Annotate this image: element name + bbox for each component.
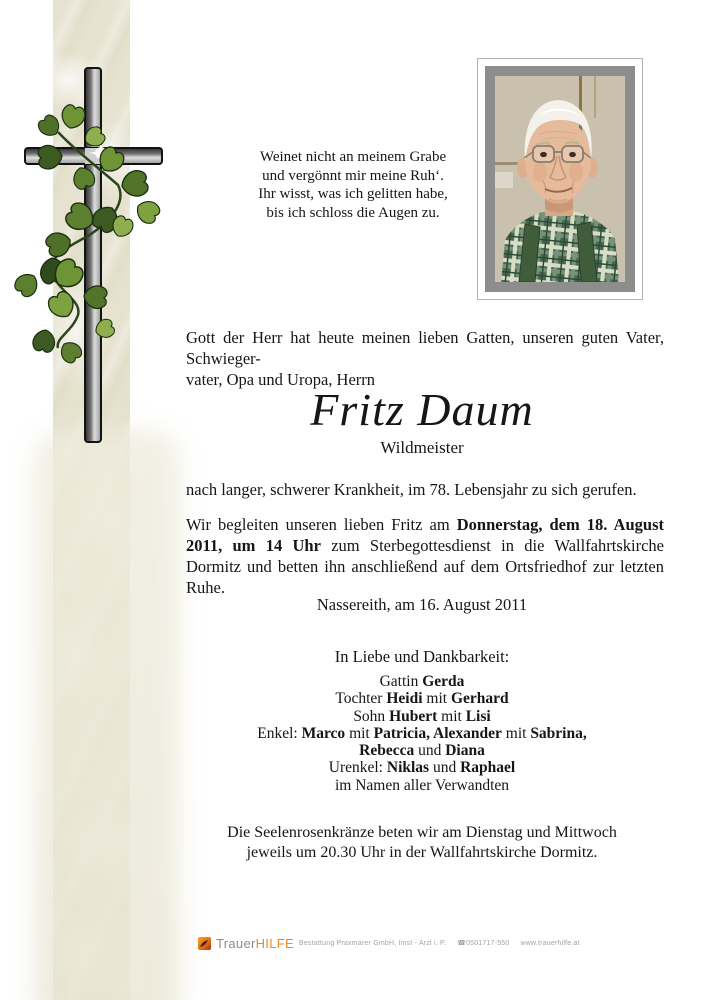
cross-with-ivy-decoration <box>0 0 185 470</box>
website-url: www.trauerhilfe.at <box>520 939 580 947</box>
called-home-text: nach langer, schwerer Krankheit, im 78. Lebensjahr zu sich gerufen. <box>186 480 637 499</box>
poem-line: bis ich schloss die Augen zu. <box>266 204 440 221</box>
announcement-intro <box>186 327 664 390</box>
phone-number: 0501717-550 <box>466 940 510 947</box>
intro-line: vater, Opa und Uropa, Herrn <box>186 370 376 389</box>
brand-part-hilfe: HILFE <box>255 935 294 951</box>
poem-line: Ihr wisst, was ich gelitten habe, <box>258 186 448 202</box>
rosary-notice <box>186 823 658 862</box>
family-line: Gattin Gerda <box>379 673 465 690</box>
family-line: Tochter Heidi mit Gerhard <box>335 690 509 708</box>
funeral-announcement: Wir begleiten unseren lieben Fritz am Donnerstag, dem 18. August 2011, um 14 Uhr zum Sterbegottesdienst in die Wallfahrtskirche Dormitz und betten ihn anschließend auf dem Ortsfriedhof zur letzten Ruhe. <box>186 515 664 597</box>
family-line: Enkel: Marco mit Patricia, Alexander mit Sabrina, <box>257 724 587 742</box>
funeral-home-company: Bestattung Praxmarer GmbH, Imst - Arzl i. P. <box>298 939 447 947</box>
phone-entry <box>457 939 509 947</box>
intro-line: Gott der Herr hat heute meinen lieben Gatten, unseren guten Vater, Schwieger- <box>186 328 664 368</box>
mourning-family-list <box>146 673 698 794</box>
phone-icon: ☎ <box>457 940 467 947</box>
gratitude-heading: In Liebe und Dankbarkeit: <box>334 647 510 666</box>
door-frame-line <box>594 76 596 118</box>
funeral-home-footer <box>198 933 580 953</box>
brand-part-trauer: Trauer <box>216 935 256 951</box>
rosary-line: Die Seelenrosenkränze beten wir am Dienstag und Mittwoch <box>227 824 617 841</box>
family-line: im Namen aller Verwandten <box>334 776 510 794</box>
deceased-title: Wildmeister <box>380 438 464 457</box>
trauerhilfe-logo-icon <box>198 937 211 950</box>
place-date-line: Nassereith, am 16. August 2011 <box>316 595 528 614</box>
family-line: Rebecca und Diana <box>359 742 485 760</box>
deceased-name: Fritz Daum <box>310 384 534 435</box>
funeral-home-brand <box>216 936 294 951</box>
family-line: Sohn Hubert mit Lisi <box>353 707 491 725</box>
rosary-line: jeweils um 20.30 Uhr in der Wallfahrtskirche Dormitz. <box>246 843 598 861</box>
memorial-poem <box>186 148 520 222</box>
poem-line: Weinet nicht an meinem Grabe <box>259 149 447 165</box>
poem-line: und vergönnt mir meine Ruh‘. <box>262 167 444 184</box>
family-line: Urenkel: Niklas und Raphael <box>328 759 516 777</box>
